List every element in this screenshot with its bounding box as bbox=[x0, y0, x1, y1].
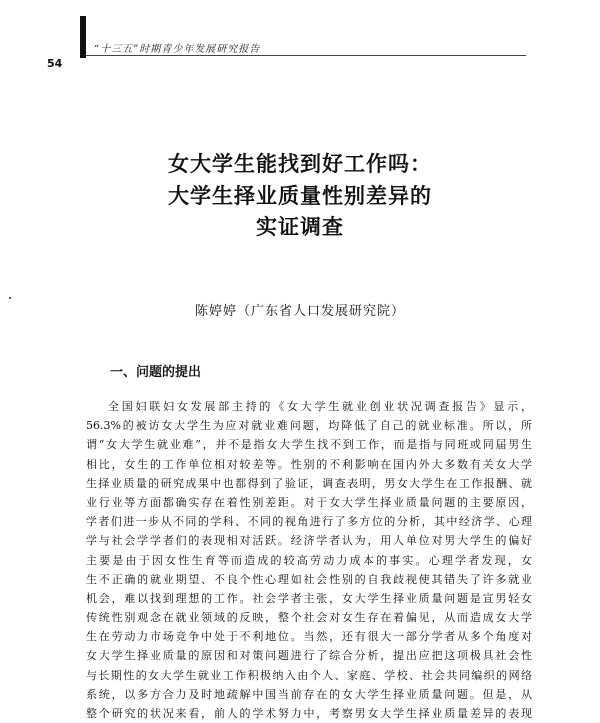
page-number: 54 bbox=[47, 57, 63, 70]
body-line: 传统性别观念在就业领域的反映，整个社会对女生存在着偏见，从而造成女大学 bbox=[86, 611, 532, 625]
running-header: “十三五”时期青少年发展研究报告 bbox=[94, 44, 261, 55]
body-line: 56.3%的被访女大学生为应对就业难问题，均降低了自己的就业标准。所以，所 bbox=[86, 419, 532, 433]
article-title-line-2: 大学生择业质量性别差异的 bbox=[168, 184, 432, 208]
body-line: 学者们进一步从不同的学科、不同的视角进行了多方位的分析，其中经济学、心理 bbox=[86, 515, 532, 529]
body-text bbox=[86, 397, 532, 723]
body-line: 谓“女大学生就业难”，并不是指女大学生找不到工作，而是指与同班或同届男生 bbox=[86, 438, 532, 452]
body-line: 业行业等方面都确实存在着性别差距。对于女大学生择业质量问题的主要原因， bbox=[86, 495, 532, 509]
author-affiliation: 陈婷婷（广东省人口发展研究院） bbox=[194, 304, 405, 319]
body-line: 学与社会学学者们的表现相对活跃。经济学者认为，用人单位对男大学生的偏好 bbox=[86, 534, 532, 548]
article-title-line-3: 实证调查 bbox=[256, 215, 344, 239]
article-title-line-1: 女大学生能找到好工作吗： bbox=[168, 152, 432, 176]
body-line: 机会，难以找到理想的工作。社会学者主张，女大学生择业质量问题是宣男轻女 bbox=[86, 591, 532, 605]
body-line: 整个研究的状况来看，前人的学术努力中，考察男女大学生择业质量差异的表现 bbox=[86, 707, 532, 720]
margin-speck bbox=[9, 297, 11, 299]
body-line: 生择业质量的研究成果中也都得到了验证，调查表明，男女大学生在工作报酬、就 bbox=[86, 476, 532, 490]
body-line: 生不正确的就业期望、不良个性心理如社会性别的自我歧视使其错失了许多就业 bbox=[86, 572, 532, 586]
body-line: 相比，女生的工作单位相对较差等。性别的不利影响在国内外大多数有关女大学 bbox=[86, 457, 532, 471]
body-line: 与长期性的女大学生就业工作积极纳入由个人、家庭、学校、社会共同编织的网络 bbox=[86, 668, 532, 682]
body-line: 系统，以多方合力及时地疏解中国当前存在的女大学生择业质量问题。但是，从 bbox=[86, 687, 532, 701]
section-heading: 一、问题的提出 bbox=[110, 365, 202, 380]
body-line: 生在劳动力市场竞争中处于不利地位。当然，还有很大一部分学者从多个角度对 bbox=[86, 630, 532, 644]
body-line: 主要是由于因女性生育等而造成的较高劳动力成本的事实。心理学者发现，女 bbox=[86, 553, 532, 567]
body-line: 全国妇联妇女发展部主持的《女大学生就业创业状况调查报告》显示， bbox=[108, 400, 532, 413]
body-line: 女大学生择业质量的原因和对策问题进行了综合分析，提出应把这项极具社会性 bbox=[86, 649, 532, 663]
header-bar bbox=[80, 16, 86, 58]
header-rule bbox=[86, 55, 526, 56]
